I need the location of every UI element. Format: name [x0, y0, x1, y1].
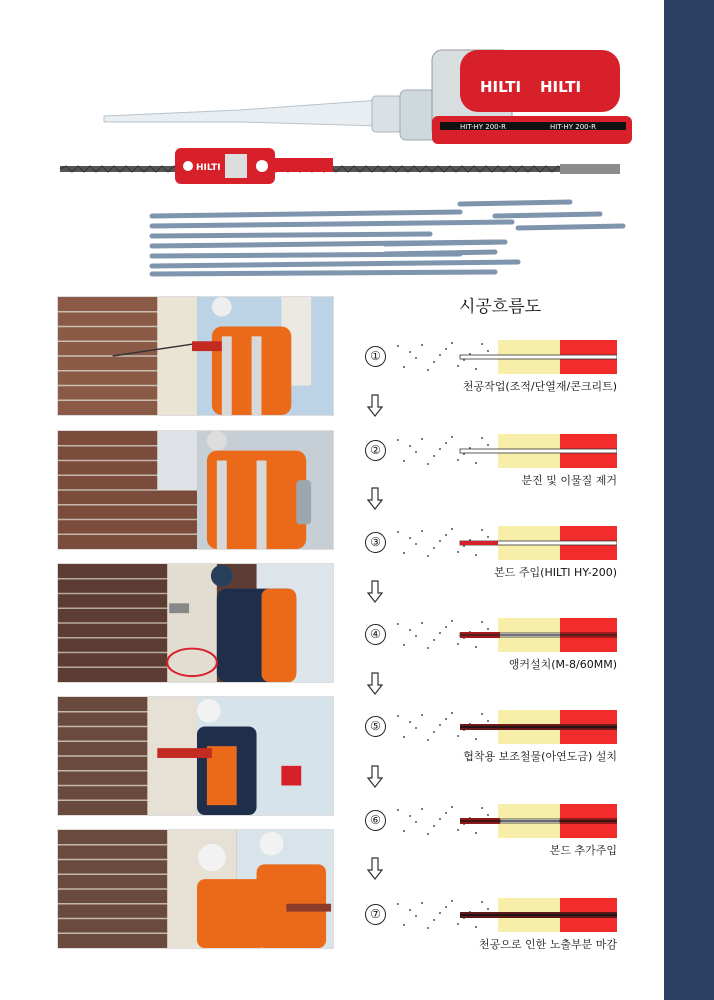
step-label: 천공작업(조적/단열재/콘크리트): [462, 380, 617, 393]
step-label: 분진 및 이물질 제거: [521, 474, 617, 487]
flow-step-2: [365, 434, 620, 504]
step-diagram-bond-injection: [390, 526, 617, 560]
anchor-install-photo: [57, 696, 334, 816]
cartridge-label-2: HIT-HY 200-R: [550, 123, 597, 131]
step-label: 앵커설치(M-8/60MM): [508, 658, 617, 671]
cartridge-brand-2: HILTI: [540, 78, 582, 96]
step-label: 협착용 보조철물(아연도금) 설치: [463, 750, 617, 763]
cartridge-brand-1: HILTI: [480, 78, 522, 96]
step-label: 본드 추가주입: [549, 844, 617, 857]
down-arrow-icon: [367, 857, 383, 881]
step-number: ④: [365, 624, 386, 645]
flow-step-3: [365, 526, 620, 596]
drilling-photo: [57, 296, 334, 416]
step-diagram-finish: [390, 898, 617, 932]
step-number: ①: [365, 346, 386, 367]
flow-title: 시공흐름도: [458, 297, 542, 317]
flow-step-4: [365, 618, 620, 688]
flow-step-1: [365, 340, 620, 410]
down-arrow-icon: [367, 487, 383, 511]
mixer-nozzle: [104, 90, 436, 140]
step-number: ③: [365, 532, 386, 553]
step-number: ⑦: [365, 904, 386, 925]
down-arrow-icon: [367, 672, 383, 696]
drill-tag: [175, 148, 333, 184]
down-arrow-icon: [367, 394, 383, 418]
drill-bit: [60, 164, 620, 174]
step-diagram-drilling: [390, 340, 617, 374]
step-diagram-extra-bond: [390, 804, 617, 838]
step-diagram-support-install: [390, 710, 617, 744]
flow-step-7: [365, 898, 620, 968]
step-diagram-dust-removal: [390, 434, 617, 468]
step-number: ⑥: [365, 810, 386, 831]
dust-removal-photo: [57, 430, 334, 550]
step-number: ②: [365, 440, 386, 461]
step-label: 천공으로 인한 노출부분 마감: [478, 938, 617, 951]
drill-tag-brand: HILTI: [196, 163, 221, 173]
flow-step-5: [365, 710, 620, 780]
threaded-rods: [152, 202, 623, 274]
bond-injection-photo: [57, 563, 334, 683]
down-arrow-icon: [367, 580, 383, 604]
flow-step-6: [365, 804, 620, 874]
adhesive-cartridge: [432, 50, 632, 144]
step-number: ⑤: [365, 716, 386, 737]
cartridge-label-1: HIT-HY 200-R: [460, 123, 507, 131]
step-diagram-anchor-install: [390, 618, 617, 652]
product-illustration: [40, 30, 650, 290]
support-install-photo: [57, 829, 334, 949]
side-band: [664, 0, 714, 1000]
down-arrow-icon: [367, 765, 383, 789]
step-label: 본드 주입(HILTI HY-200): [494, 566, 617, 579]
